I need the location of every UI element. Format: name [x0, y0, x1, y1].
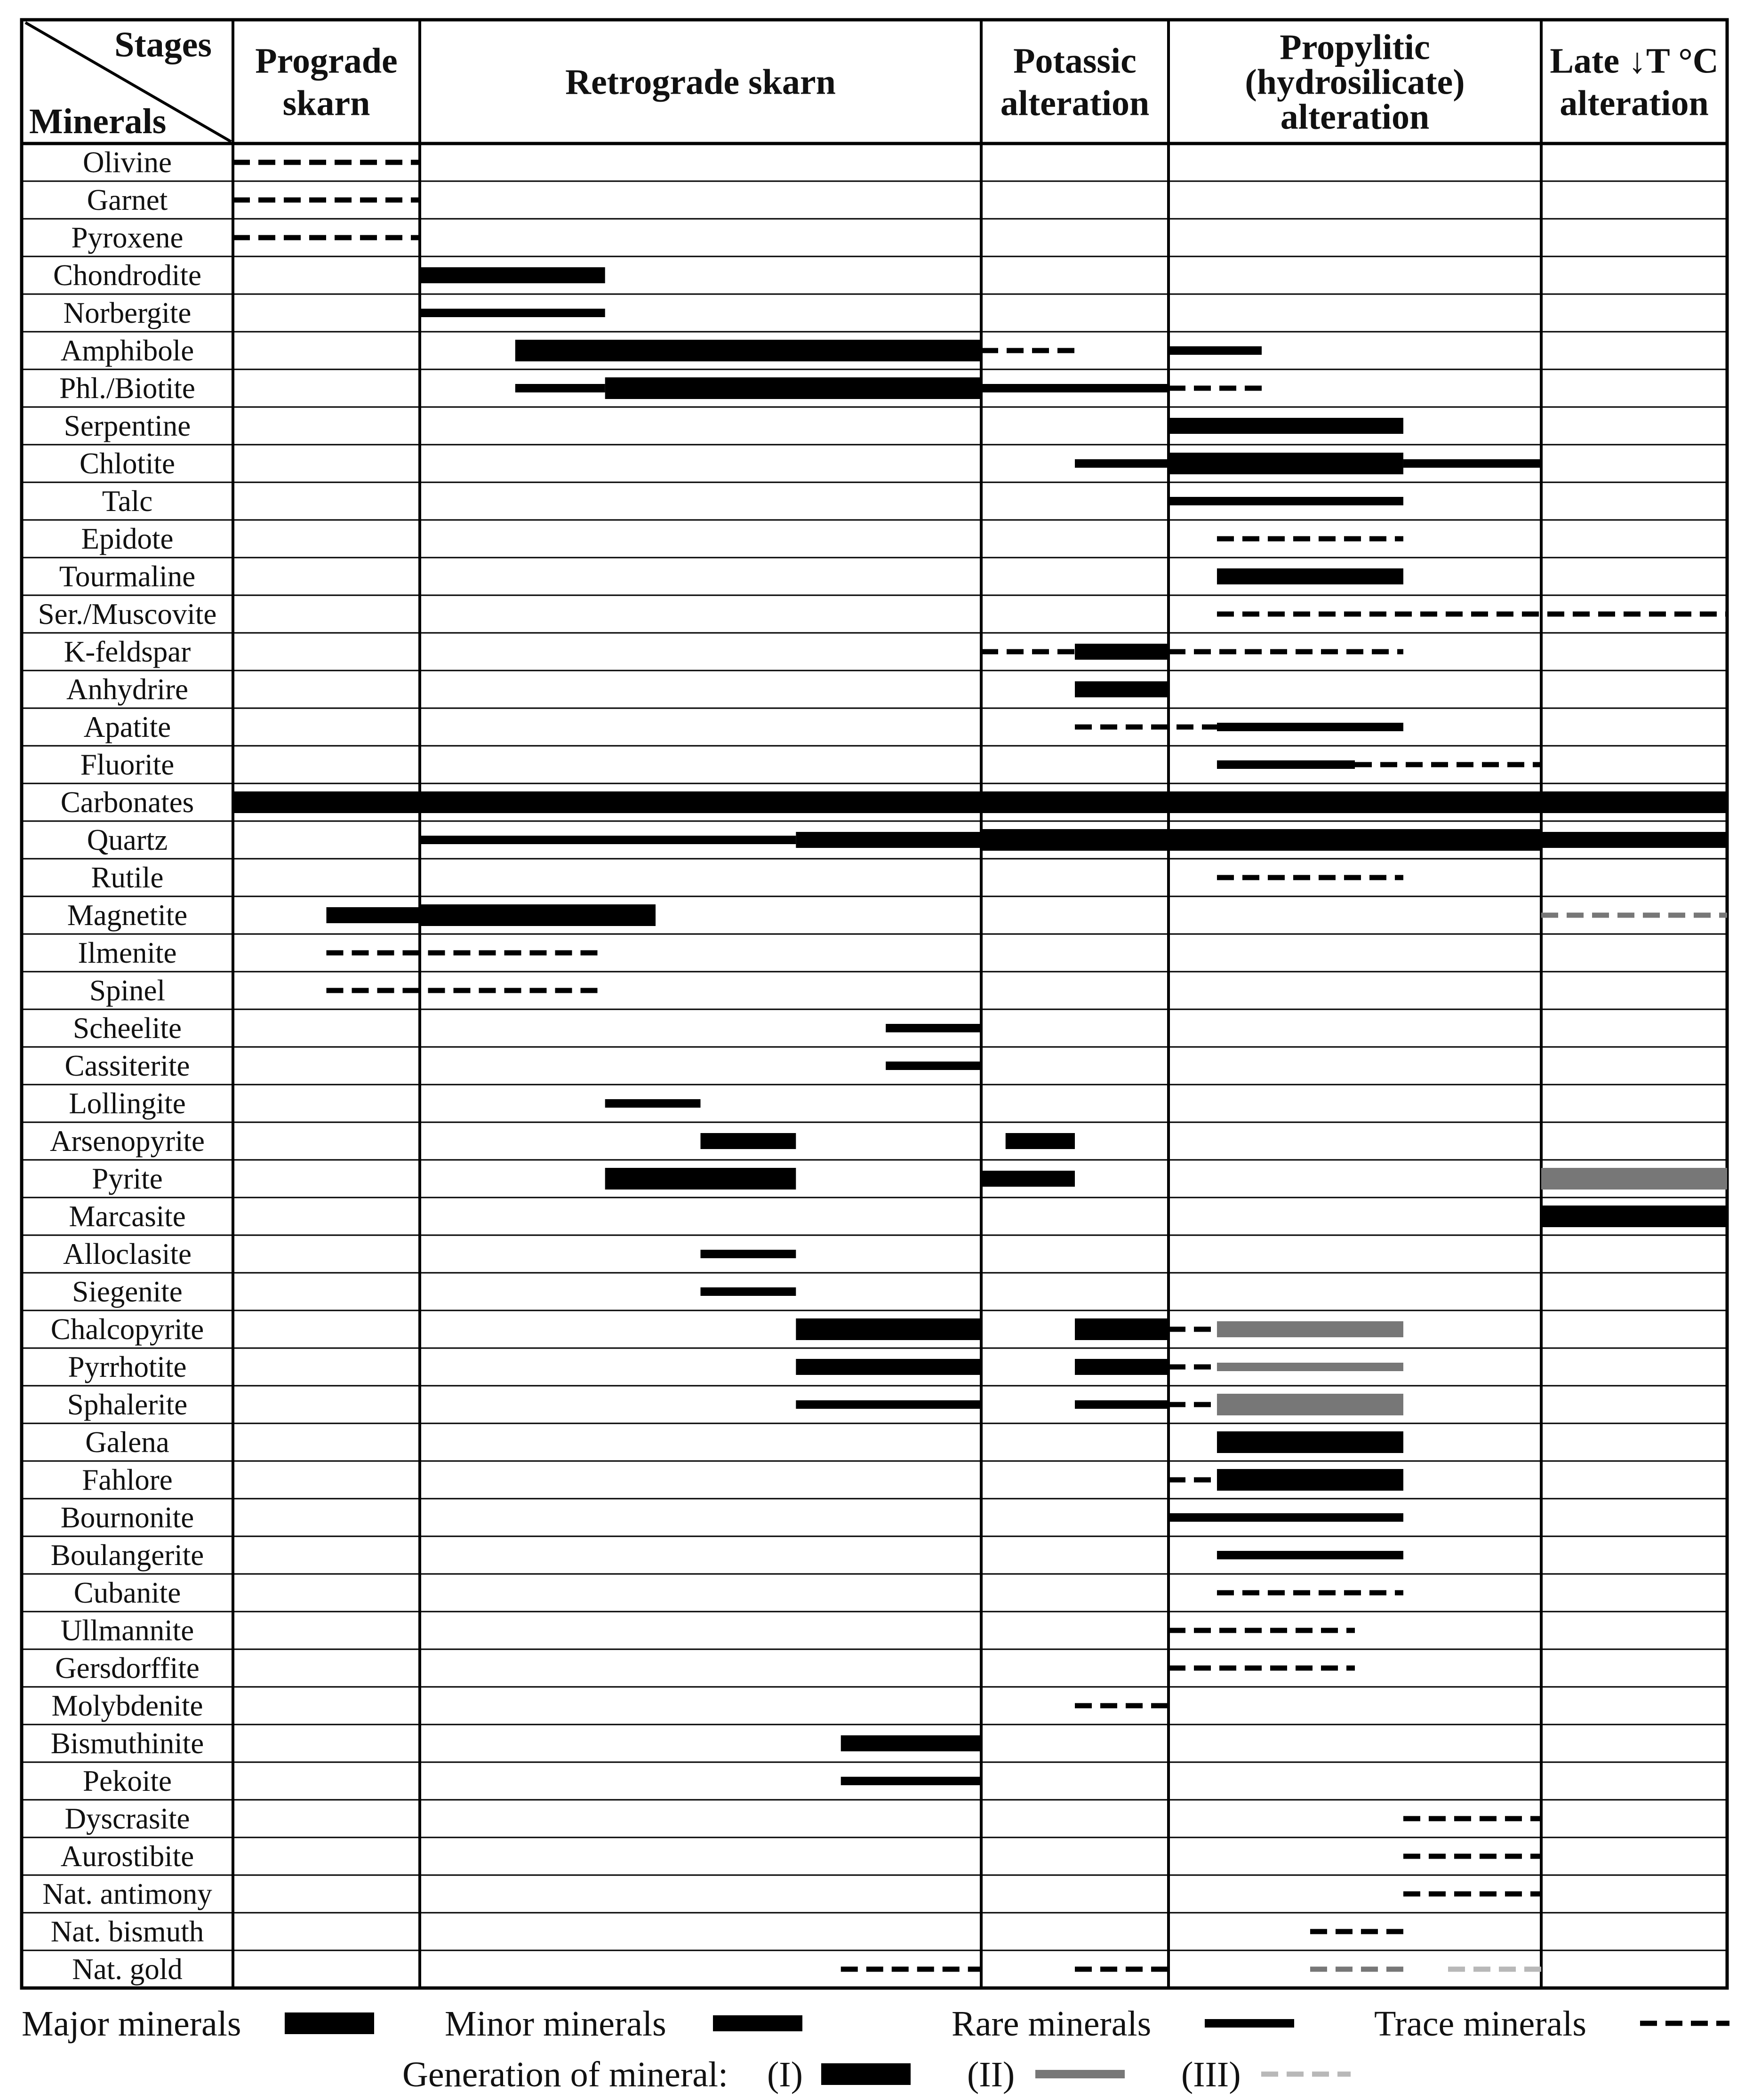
stage-header-potassic: Potassic [1013, 41, 1137, 81]
mineral-label: Apatite [83, 711, 171, 743]
mineral-label: Phl./Biotite [59, 372, 195, 405]
stage-header-propylitic: Propylitic [1280, 27, 1430, 67]
mineral-label: Galena [85, 1426, 169, 1459]
mineral-label: Spinel [89, 974, 166, 1007]
mineral-label: Scheelite [73, 1012, 182, 1045]
mineral-label: Nat. bismuth [50, 1915, 204, 1948]
mineral-label: Pyrrhotite [68, 1350, 187, 1383]
stage-headers [255, 28, 1718, 137]
mineral-label: Amphibole [60, 334, 194, 367]
stages-corner-label: Stages [114, 25, 212, 64]
legend [22, 2004, 1729, 2094]
mineral-label: Ser./Muscovite [38, 598, 217, 631]
mineral-label: Bournonite [60, 1501, 194, 1534]
mineral-label: Rutile [91, 861, 164, 894]
mineral-label: Ilmenite [78, 936, 177, 969]
mineral-label: Serpentine [64, 409, 191, 442]
mineral-label: Olivine [83, 146, 172, 179]
mineral-label: Sphalerite [67, 1388, 188, 1421]
mineral-label: Tourmaline [59, 560, 196, 593]
mineral-label: Quartz [87, 823, 168, 856]
mineral-label: Magnetite [67, 899, 188, 932]
stage-header-retrograde: Retrograde skarn [565, 62, 836, 102]
stage-header-late: alteration [1560, 83, 1709, 123]
mineral-label: Nat. gold [72, 1953, 183, 1986]
mineral-label: Chondrodite [53, 259, 201, 292]
mineral-label: Siegenite [72, 1275, 183, 1308]
mineral-label: Cassiterite [64, 1049, 190, 1082]
mineral-label: Chlotite [80, 447, 175, 480]
mineral-labels [38, 146, 217, 1986]
mineral-label: Nat. antimony [42, 1877, 212, 1910]
legend-label: Rare minerals [952, 2004, 1152, 2044]
mineral-label: Lollingite [69, 1087, 186, 1120]
mineral-label: Alloclasite [63, 1238, 192, 1270]
mineral-label: Molybdenite [51, 1689, 203, 1722]
mineral-label: Carbonates [60, 786, 194, 819]
table-grid [22, 20, 1727, 1988]
mineral-label: Pyrite [92, 1162, 163, 1195]
mineral-label: Anhydrire [66, 673, 188, 706]
generation-label: Generation of mineral: [402, 2055, 728, 2094]
stage-header-propylitic: (hydrosilicate) [1245, 62, 1465, 102]
legend-label: Major minerals [22, 2004, 241, 2044]
mineral-label: Bismuthinite [50, 1727, 204, 1760]
table-header [29, 25, 212, 141]
mineral-label: Arsenopyrite [50, 1125, 205, 1158]
stage-header-prograde: skarn [282, 83, 370, 123]
mineral-label: Norbergite [63, 296, 192, 329]
stage-header-propylitic: alteration [1280, 97, 1430, 137]
mineral-label: Ullmannite [60, 1614, 194, 1647]
mineral-label: Garnet [87, 184, 168, 216]
stage-header-late: Late ↓T °C [1550, 41, 1719, 81]
stage-header-prograde: Prograde [255, 41, 398, 81]
generation-label: (I) [767, 2055, 803, 2094]
mineral-label: Chalcopyrite [50, 1313, 204, 1346]
table-frame [22, 20, 1727, 1988]
generation-label: (III) [1181, 2055, 1241, 2094]
mineral-label: Talc [102, 485, 153, 518]
minerals-corner-label: Minerals [29, 102, 167, 141]
mineral-label: Marcasite [69, 1200, 186, 1233]
stage-header-potassic: alteration [1000, 83, 1150, 123]
mineral-label: Epidote [81, 522, 174, 555]
mineral-label: Aurostibite [60, 1840, 194, 1873]
mineral-label: Boulangerite [50, 1539, 204, 1572]
mineral-label: Dyscrasite [64, 1802, 190, 1835]
mineral-label: Pyroxene [71, 221, 184, 254]
mineral-label: Pekoite [83, 1765, 172, 1797]
generation-label: (II) [967, 2055, 1015, 2094]
legend-label: Trace minerals [1374, 2004, 1586, 2044]
mineral-label: K-feldspar [64, 635, 191, 668]
mineral-label: Cubanite [73, 1576, 181, 1609]
mineral-label: Fluorite [80, 748, 175, 781]
mineral-label: Gersdorffite [55, 1652, 200, 1685]
mineral-label: Fahlore [82, 1463, 173, 1496]
legend-label: Minor minerals [445, 2004, 666, 2044]
